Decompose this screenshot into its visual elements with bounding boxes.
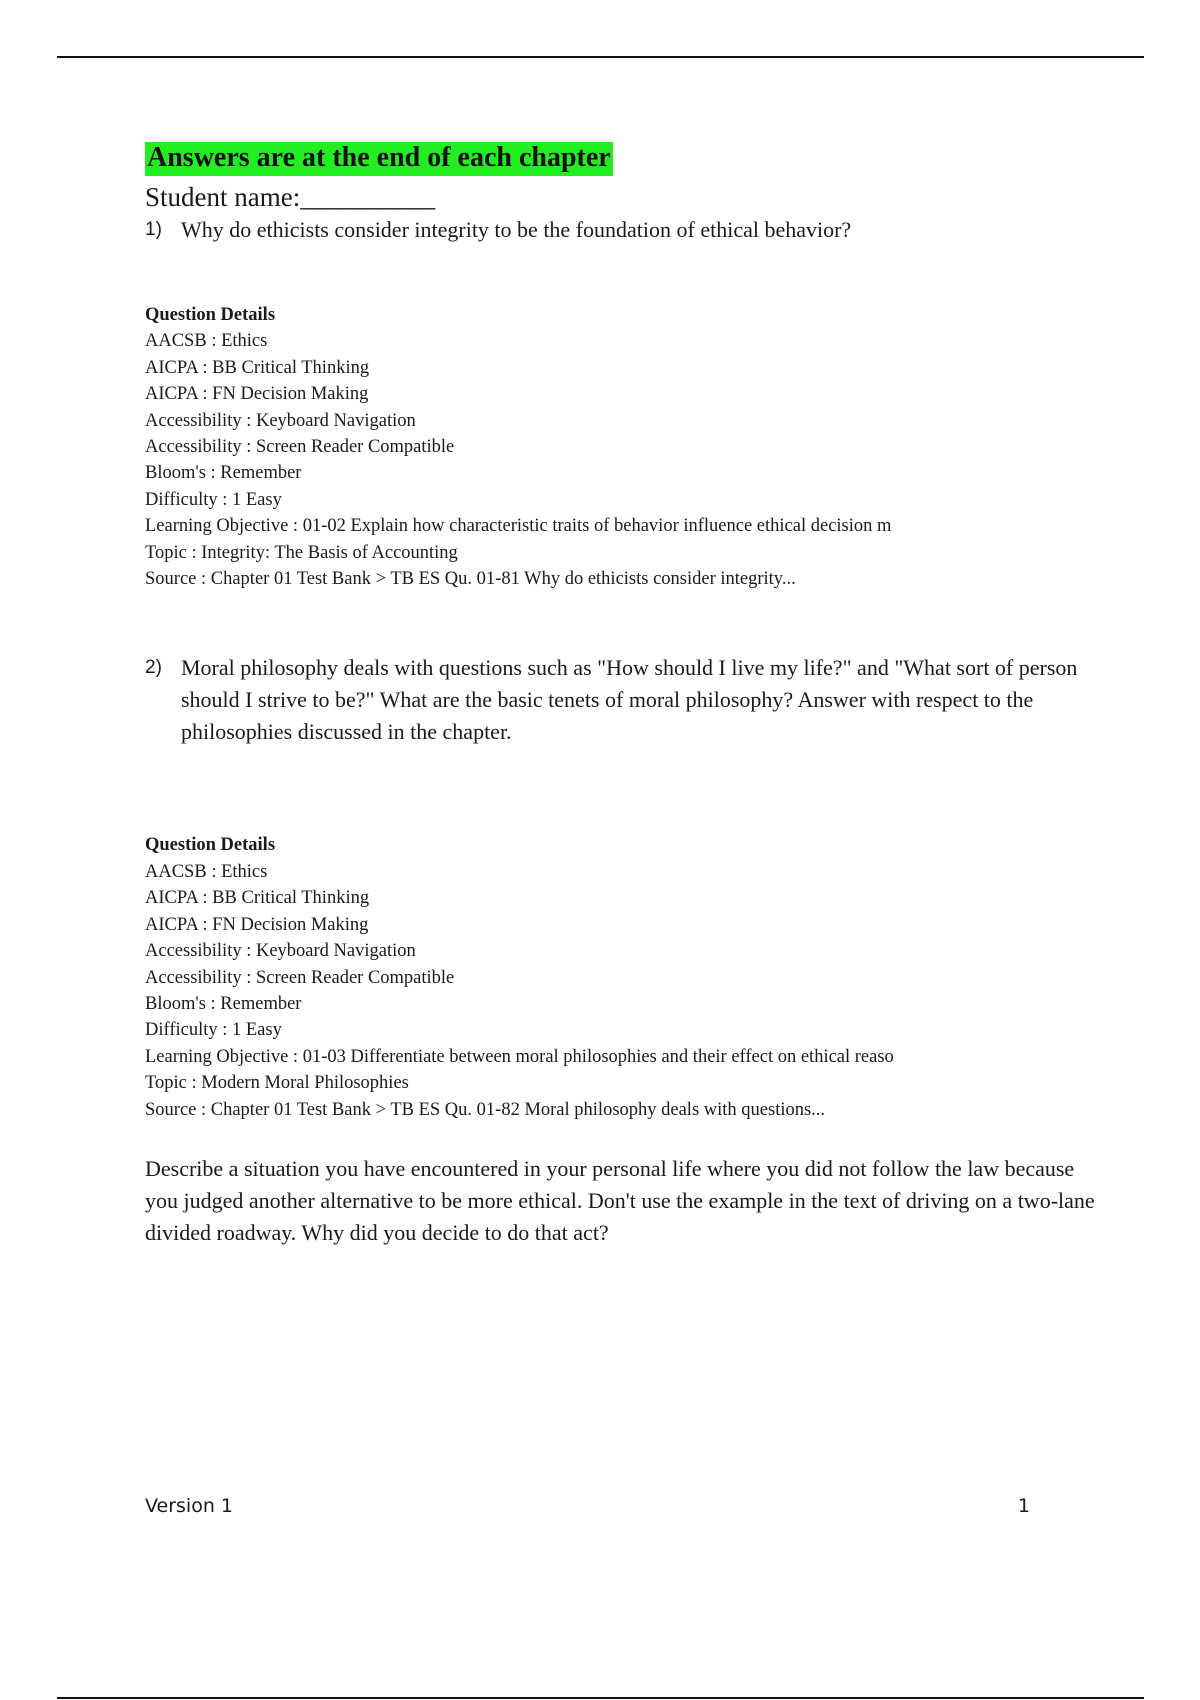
question-details-2 <box>145 832 1105 1122</box>
detail-line: Accessibility : Keyboard Navigation <box>145 410 416 431</box>
detail-line: AACSB : Ethics <box>145 331 268 352</box>
detail-line: AICPA : BB Critical Thinking <box>145 357 370 378</box>
details-heading: Question Details <box>145 835 276 856</box>
question-number: 2) <box>145 657 162 679</box>
detail-line: AICPA : BB Critical Thinking <box>145 888 370 909</box>
detail-line: AACSB : Ethics <box>145 861 268 882</box>
question-text: Why do ethicists consider integrity to be the foundation of ethical behavior? <box>181 217 852 242</box>
detail-line: Difficulty : 1 Easy <box>145 1020 282 1041</box>
question-text: Moral philosophy deals with questions such as "How should I live my life?" and "What sort of person should I strive to be?" What are the basic tenets of moral philosophy? Answer with respect to the philosophies discussed in the chapter. <box>181 655 1078 745</box>
detail-line: Source : Chapter 01 Test Bank > TB ES Qu. 01-82 Moral philosophy deals with questions... <box>145 1099 826 1120</box>
bottom-rule <box>57 1697 1144 1699</box>
student-name-line: Student name:__________ <box>145 182 436 212</box>
detail-line: Learning Objective : 01-02 Explain how characteristic traits of behavior influence ethical decision m <box>145 516 892 537</box>
detail-line: Accessibility : Screen Reader Compatible <box>145 967 455 988</box>
banner-highlight <box>145 142 613 176</box>
detail-line: Topic : Integrity: The Basis of Accounting <box>145 542 458 563</box>
banner-text: Answers are at the end of each chapter <box>147 142 611 173</box>
question-number: 1) <box>145 219 162 240</box>
detail-line: Learning Objective : 01-03 Differentiate between moral philosophies and their effect on ethical reaso <box>145 1046 894 1067</box>
detail-line: Bloom's : Remember <box>145 993 302 1014</box>
detail-line: Bloom's : Remember <box>145 463 302 484</box>
top-rule <box>57 56 1144 58</box>
page-footer <box>145 1495 1030 1521</box>
detail-line: Topic : Modern Moral Philosophies <box>145 1073 409 1094</box>
version-label: Version 1 <box>145 1495 233 1517</box>
page-content <box>145 142 1105 1249</box>
detail-line: Difficulty : 1 Easy <box>145 489 282 510</box>
details-heading: Question Details <box>145 305 276 325</box>
detail-line: AICPA : FN Decision Making <box>145 914 369 935</box>
question-1 <box>145 214 1105 246</box>
question-details-1 <box>145 302 1105 592</box>
page-number: 1 <box>1017 1495 1030 1517</box>
detail-line: Accessibility : Keyboard Navigation <box>145 941 416 962</box>
closing-paragraph: Describe a situation you have encountered in your personal life where you did not follow the law because you judged another alternative to be more ethical. Don't use the example in the text of driving on a two-lane divided roadway. Why did you decide to do that act? <box>145 1155 1095 1245</box>
detail-line: Accessibility : Screen Reader Compatible <box>145 437 455 458</box>
detail-line: Source : Chapter 01 Test Bank > TB ES Qu. 01-81 Why do ethicists consider integrity... <box>145 569 796 590</box>
question-2 <box>145 652 1105 748</box>
detail-line: AICPA : FN Decision Making <box>145 384 369 405</box>
